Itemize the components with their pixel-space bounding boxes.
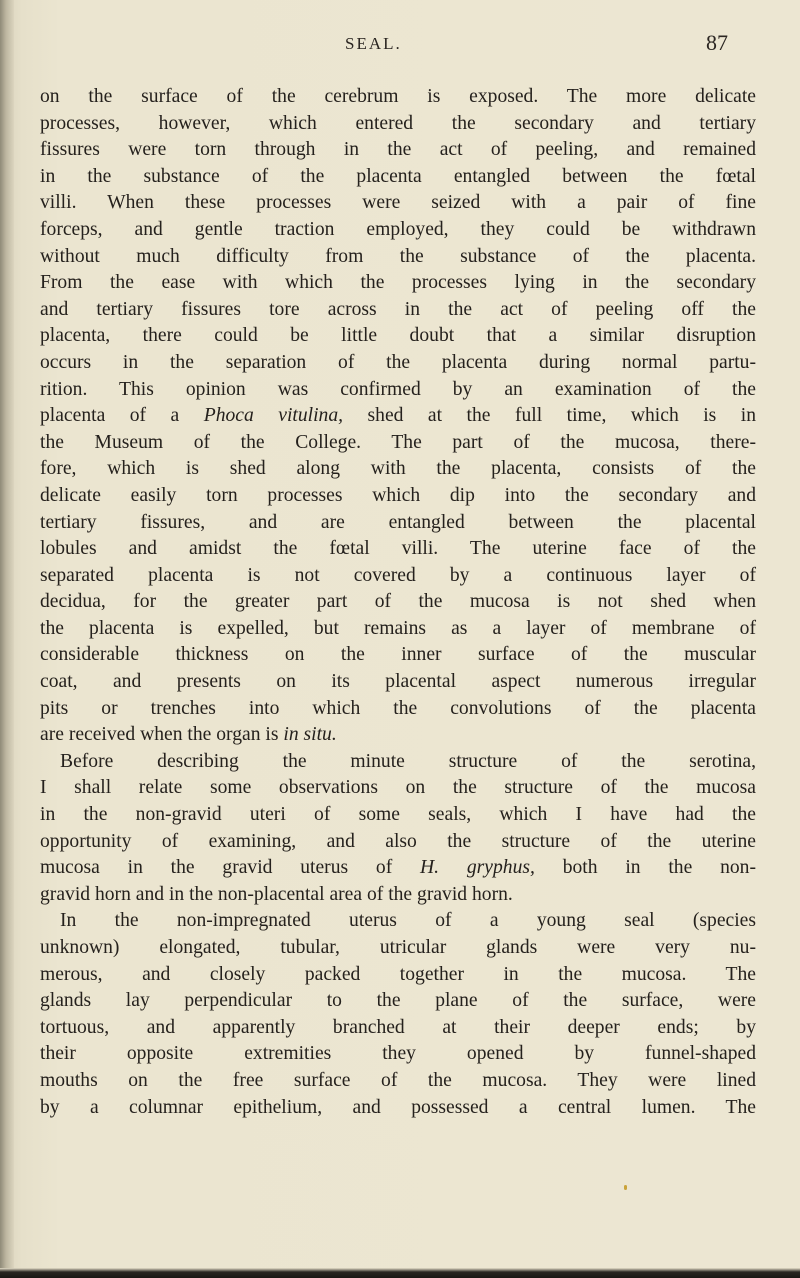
text-segment: on the surface of the cerebrum is exposed. The more delicate [40,86,756,107]
text-line [40,802,756,829]
page-bottom-edge [0,1268,800,1278]
text-segment: opportunity of examining, and also the structure of the uterine [40,830,756,852]
text-segment: In the non-impregnated uterus of a young seal (species [60,910,756,932]
text-line [40,164,756,191]
text-line [40,616,756,643]
text-line [40,882,756,909]
italic-term: H. gryphus, [420,857,535,879]
running-head-title: SEAL. [345,34,402,53]
text-segment: forceps, and gentle traction employed, they could be withdrawn [40,218,756,240]
text-segment: coat, and presents on its placental aspect numerous irregular [40,671,756,693]
text-line [40,722,756,749]
text-line [40,483,756,510]
text-segment: delicate easily torn processes which dip into the secondary and [40,484,756,506]
text-line [40,456,756,483]
text-line [40,350,756,377]
text-segment: without much difficulty from the substance of the placenta. [40,245,756,267]
text-line [40,962,756,989]
page-spine-shadow [0,0,14,1278]
text-line [40,84,756,111]
text-segment: mouths on the free surface of the mucosa. They were lined [40,1069,756,1091]
text-line [40,589,756,616]
text-line [40,563,756,590]
text-segment: in the substance of the placenta entangled between the fœtal [40,165,756,187]
text-segment: unknown) elongated, tubular, utricular glands were very nu- [40,937,756,958]
text-segment: fore, which is shed along with the placenta, consists of the [40,458,756,480]
text-segment: in the non-gravid uteri of some seals, which I have had the [40,804,756,826]
paragraph [40,908,756,1121]
text-line [40,935,756,962]
text-segment: placenta, there could be little doubt that a similar disruption [40,325,756,347]
text-line [40,403,756,430]
text-line [40,1095,756,1122]
text-segment: I shall relate some observations on the structure of the mucosa [40,777,756,799]
text-line [40,190,756,217]
text-segment: both in the non- [534,857,756,879]
text-line [40,829,756,856]
text-line [40,536,756,563]
text-line [40,1041,756,1068]
text-line [40,908,756,935]
text-segment: fissures were torn through in the act of peeling, and remained [40,139,756,161]
text-line [40,297,756,324]
page-number: 87 [706,30,728,55]
text-line [40,749,756,776]
text-segment: pits or trenches into which the convolutions of the placenta [40,697,756,719]
italic-term: Phoca vitulina, [203,405,344,427]
text-segment: merous, and closely packed together in the mucosa. The [40,963,756,985]
text-line [40,642,756,669]
text-segment: by a columnar epithelium, and possessed a central lumen. The [40,1096,756,1118]
text-line [40,855,756,882]
paragraph [40,749,756,909]
text-line [40,111,756,138]
text-segment: are received when the organ is [40,724,284,746]
text-segment: From the ease with which the processes lying in the secondary [40,272,756,294]
text-segment: the placenta is expelled, but remains as a layer of membrane of [40,617,756,639]
paper-speck [624,1185,627,1190]
text-line [40,988,756,1015]
text-line [40,270,756,297]
text-line [40,244,756,271]
text-line [40,137,756,164]
running-head [0,30,800,60]
text-segment: shed at the full time, which is in [343,405,757,427]
text-segment: decidua, for the greater part of the mucosa is not shed when [40,591,756,613]
text-line [40,1068,756,1095]
text-line [40,323,756,350]
text-segment: occurs in the separation of the placenta during normal partu- [40,351,756,373]
text-segment: Before describing the minute structure of the serotina, [60,750,756,772]
text-line [40,696,756,723]
text-segment: tortuous, and apparently branched at their deeper ends; by [40,1016,756,1038]
text-segment: and tertiary fissures tore across in the act of peeling off the [40,298,756,320]
text-segment: mucosa in the gravid uterus of [40,857,421,879]
text-segment: villi. When these processes were seized with a pair of fine [40,192,756,214]
text-segment: gravid horn and in the non-placental area of the gravid horn. [40,883,513,905]
text-line [40,1015,756,1042]
text-segment: considerable thickness on the inner surface of the muscular [40,644,756,666]
text-segment: processes, however, which entered the secondary and tertiary [40,112,756,134]
text-segment: separated placenta is not covered by a continuous layer of [40,564,756,586]
text-segment: lobules and amidst the fœtal villi. The uterine face of the [40,538,756,560]
text-segment: placenta of a [40,405,204,427]
text-line [40,430,756,457]
text-line [40,775,756,802]
text-segment: the Museum of the College. The part of the mucosa, there- [40,431,756,453]
text-line [40,377,756,404]
text-segment: glands lay perpendicular to the plane of the surface, were [40,990,756,1012]
text-segment: their opposite extremities they opened by funnel-shaped [40,1043,756,1065]
italic-term: in situ. [283,724,337,746]
text-segment: rition. This opinion was confirmed by an examination of the [40,378,756,400]
text-line [40,669,756,696]
text-line [40,510,756,537]
text-line [40,217,756,244]
text-segment: tertiary fissures, and are entangled between the placental [40,511,756,533]
body-text [40,84,756,1121]
paragraph [40,84,756,749]
